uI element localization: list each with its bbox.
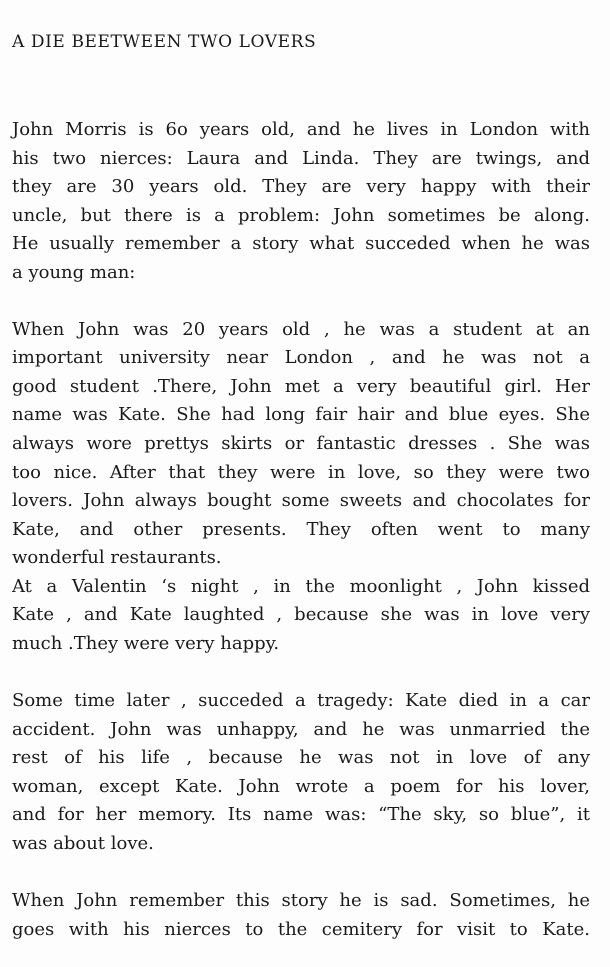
text-line: his two nierces: Laura and Linda. They are twings, and	[12, 148, 590, 169]
text-line: Kate , and Kate laughted , because she was in love very	[12, 604, 590, 625]
text-line: John Morris is 6o years old, and he lives in London with	[12, 119, 590, 140]
text-line: He usually remember a story what succeded when he was	[12, 233, 590, 254]
text-line: uncle, but there is a problem: John sometimes be along.	[12, 205, 590, 226]
text-line: always wore prettys skirts or fantastic dresses . She was	[12, 433, 590, 454]
text-line: good student .There, John met a very beautiful girl. Her	[12, 376, 590, 397]
text-line: Kate, and other presents. They often went to many	[12, 519, 590, 540]
text-line: Some time later , succeded a tragedy: Kate died in a car	[12, 690, 590, 711]
text-line: important university near London , and he was not a	[12, 347, 590, 368]
text-line: wonderful restaurants.	[12, 547, 222, 568]
text-line: they are 30 years old. They are very happy with their	[12, 176, 590, 197]
text-line: When John was 20 years old , he was a student at an	[12, 319, 590, 340]
text-line: and for her memory. Its name was: “The sky, so blue”, it	[12, 804, 590, 825]
text-line: lovers. John always bought some sweets and chocolates for	[12, 490, 590, 511]
text-line: goes with his nierces to the cemitery for visit to Kate.	[12, 919, 590, 940]
text-line: name was Kate. She had long fair hair and blue eyes. She	[12, 404, 590, 425]
text-line: a young man:	[12, 262, 136, 283]
text-line: too nice. After that they were in love, so they were two	[12, 462, 590, 483]
text-line: much .They were very happy.	[12, 633, 280, 654]
text-line: rest of his life , because he was not in love of any	[12, 747, 590, 768]
text-line: At a Valentin ‘s night , in the moonlight , John kissed	[12, 576, 590, 597]
text-line: accident. John was unhappy, and he was unmarried the	[12, 719, 590, 740]
document-title: A DIE BEETWEEN TWO LOVERS	[12, 32, 317, 52]
text-line: woman, except Kate. John wrote a poem for his lover,	[12, 776, 590, 797]
text-line: When John remember this story he is sad. Sometimes, he	[12, 890, 590, 911]
text-line: was about love.	[12, 833, 154, 854]
